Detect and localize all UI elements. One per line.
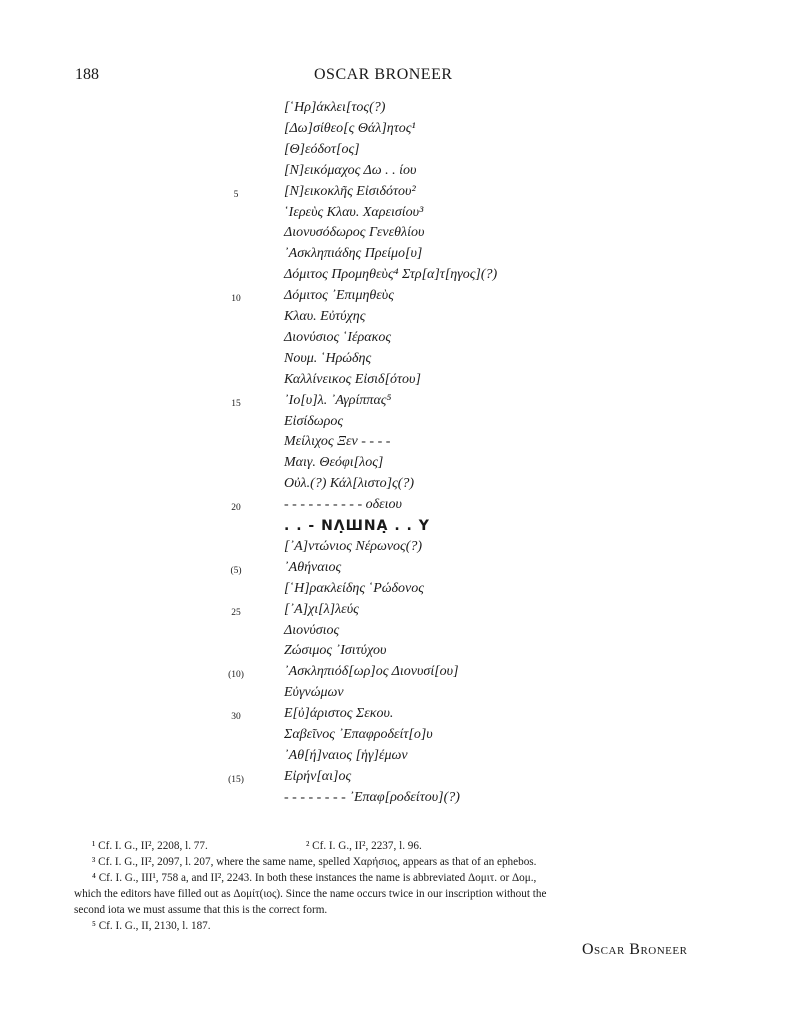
footnote-5: ⁵ Cf. I. G., II, 2130, l. 187. (92, 920, 211, 932)
inscription-line (0, 205, 792, 226)
line-text: Δόμιτος Προμηθεὺς⁴ Στρ[α]τ[ηγος](?) (284, 267, 498, 283)
inscription-line (0, 225, 792, 246)
page-header (0, 66, 792, 86)
inscription-line (0, 581, 792, 602)
footnote-3: ³ Cf. I. G., II², 2097, l. 207, where the same name, spelled Χαρήσιος, appears as that of an ephebos. (92, 856, 537, 868)
inscription-line (0, 769, 792, 790)
line-number: (5) (230, 565, 242, 576)
line-text: Εὐγνώμων (284, 685, 344, 701)
line-text: ᾿Ιο[υ]λ. ᾿Αγρίππας⁵ (284, 392, 392, 408)
footnote-4-line-2: which the editors have filled out as Δομίτ(ιος). Since the name occurs twice in our inscription without the (74, 888, 547, 900)
inscription-line (0, 288, 792, 309)
line-text: Οὐλ.(?) Κάλ[λιστο]ς(?) (284, 476, 415, 492)
line-text: Εἰρήν[αι]ος (284, 768, 352, 784)
inscription-line (0, 455, 792, 476)
line-text: Μείλιχος Ξεν - - - - (284, 434, 391, 450)
author-signature: Oscar Broneer (582, 941, 688, 958)
line-text: ᾿Αθ[ή]ναιος [ἡγ]έμων (284, 747, 408, 763)
line-text: Μαιγ. Θεόφι[λος] (284, 455, 384, 471)
footnote-row-1 (74, 838, 724, 854)
line-text: . . - ΝΛ̣ШΝΑ̣ . . Υ (284, 518, 430, 534)
line-text: [᾿Α]χι[λ]λεύς (284, 601, 359, 617)
inscription-line (0, 560, 792, 581)
line-text: ῾Ιερεὺς Κλαυ. Χαρεισίου³ (284, 204, 424, 220)
line-text: [Δω]σίθεο[ς Θάλ]ητος¹ (284, 120, 416, 136)
line-number: (15) (228, 774, 244, 785)
line-text: Εἰσίδωρος (284, 413, 344, 429)
inscription-line (0, 414, 792, 435)
inscription-line (0, 727, 792, 748)
footnote-2: ² Cf. I. G., II², 2237, l. 96. (306, 840, 422, 852)
inscription-line (0, 497, 792, 518)
line-number: 30 (231, 712, 241, 723)
footnote-4-line-3: second iota we must assume that this is the correct form. (74, 904, 328, 916)
line-text: Καλλίνεικος Εἰσιδ[ότου] (284, 371, 421, 387)
line-number: 5 (233, 189, 239, 200)
inscription-line (0, 790, 792, 811)
line-text: Διονυσόδωρος Γενεθλίου (284, 225, 425, 241)
inscription-line (0, 602, 792, 623)
line-text: Διονύσιος (284, 622, 340, 638)
inscription-line (0, 351, 792, 372)
line-text: [῾Η]ρακλείδης ῾Ρώδονος (284, 580, 424, 596)
line-text: Νουμ. ῾Ηρώδης (284, 350, 372, 366)
inscription-line (0, 539, 792, 560)
inscription-line (0, 100, 792, 121)
line-text: Δόμιτος ᾿Επιμηθεὺς (284, 288, 394, 304)
inscription-line (0, 685, 792, 706)
footnote-4-line-1: ⁴ Cf. I. G., III¹, 758 a, and II², 2243. In both these instances the name is abbreviated Δομιτ. or Δομ., (92, 872, 537, 884)
inscription-line (0, 518, 792, 539)
inscription-line (0, 246, 792, 267)
line-text: ᾿Αθήναιος (284, 559, 342, 575)
footnote-1: ¹ Cf. I. G., II², 2208, l. 77. (92, 840, 208, 852)
inscription-line (0, 393, 792, 414)
line-number: 15 (231, 398, 241, 409)
inscription-line (0, 309, 792, 330)
line-text: ᾿Ασκληπιόδ[ωρ]ος Διονυσί[ου] (284, 664, 459, 680)
line-text: Διονύσιος ῾Ιέρακος (284, 329, 392, 345)
footnotes (74, 838, 724, 934)
running-head: OSCAR BRONEER (314, 66, 453, 83)
line-text: [Ν]εικόμαχος Δω . . ίου (284, 162, 417, 178)
inscription-line (0, 623, 792, 644)
inscription-line (0, 664, 792, 685)
page-number: 188 (75, 66, 99, 83)
line-text: - - - - - - - - ᾿Επαφ[ροδείτου](?) (284, 789, 460, 805)
inscription-line (0, 748, 792, 769)
line-text: [Θ]εόδοτ[ος] (284, 141, 360, 157)
line-text: Ε[ὐ]άριστος Σεκου. (284, 706, 394, 722)
inscription-line (0, 121, 792, 142)
line-text: Σαβεῖνος ᾿Επαφροδείτ[ο]υ (284, 727, 433, 742)
inscription-line (0, 163, 792, 184)
inscription-line (0, 643, 792, 664)
line-text: ᾿Ασκληπιάδης Πρείμο[υ] (284, 246, 423, 262)
line-text: [᾿Α]ντώνιος Νέρωνος(?) (284, 538, 423, 554)
inscription-line (0, 267, 792, 288)
inscription-line (0, 372, 792, 393)
line-number: 20 (231, 503, 241, 514)
line-number: (10) (228, 670, 244, 681)
inscription-line (0, 142, 792, 163)
line-text: Κλαυ. Εὐτύχης (284, 309, 366, 324)
line-text: [῾Ηρ]άκλει[τος(?) (284, 100, 386, 115)
line-number: 10 (231, 294, 241, 305)
line-text: Ζώσιμος ᾿Ισιτύχου (284, 643, 387, 659)
line-text: [Ν]εικοκλῆς Εἰσιδότου² (284, 183, 416, 199)
inscription-line (0, 434, 792, 455)
inscription-line (0, 330, 792, 351)
line-number: 25 (231, 607, 241, 618)
line-text: - - - - - - - - - - οδειου (284, 497, 402, 513)
inscription-line (0, 476, 792, 497)
inscription-line (0, 184, 792, 205)
inscription-line (0, 706, 792, 727)
